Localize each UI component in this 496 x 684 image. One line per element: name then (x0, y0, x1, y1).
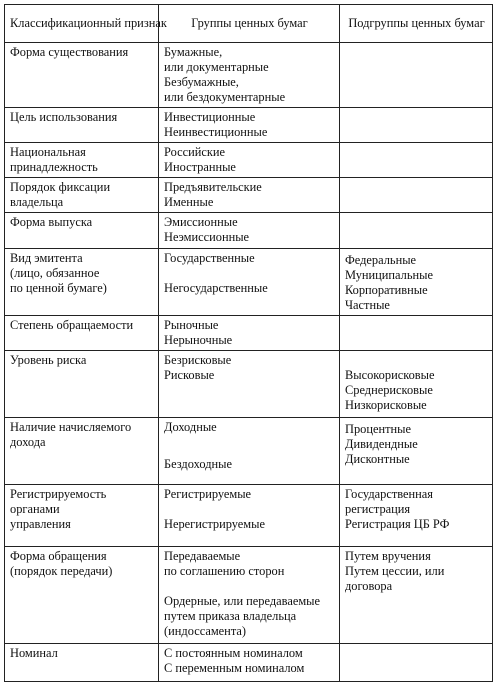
table-row (5, 485, 493, 547)
feature-cell: Национальная принадлежность (5, 143, 159, 178)
header-classification-feature: Классификационный признак (5, 5, 159, 43)
subgroups-cell (340, 213, 493, 249)
groups-cell: Безрисковые Рисковые (159, 351, 340, 418)
header-security-groups: Группы ценных бумаг (159, 5, 340, 43)
feature-cell: Номинал (5, 644, 159, 682)
subgroups-cell (340, 178, 493, 213)
groups-cell: Предъявительские Именные (159, 178, 340, 213)
subgroups-cell: Государственная регистрация Регистрация ЦБ РФ (340, 485, 493, 547)
table-row (5, 213, 493, 249)
groups-cell: Эмиссионные Неэмиссионные (159, 213, 340, 249)
subgroups-cell (340, 43, 493, 108)
groups-cell: Рыночные Нерыночные (159, 316, 340, 351)
groups-cell: С постоянным номиналом С переменным номиналом (159, 644, 340, 682)
feature-cell: Уровень риска (5, 351, 159, 418)
feature-cell: Вид эмитента (лицо, обязанное по ценной бумаге) (5, 249, 159, 316)
subgroups-cell: Высокорисковые Среднерисковые Низкорисковые (340, 351, 493, 418)
groups-cell: Российские Иностранные (159, 143, 340, 178)
subgroups-cell: Процентные Дивидендные Дисконтные (340, 418, 493, 485)
feature-cell: Форма выпуска (5, 213, 159, 249)
groups-cell: Государственные Негосударственные (159, 249, 340, 316)
table-row (5, 644, 493, 682)
feature-cell: Порядок фиксации владельца (5, 178, 159, 213)
subgroups-cell (340, 316, 493, 351)
subgroups-cell (340, 108, 493, 143)
table-row (5, 249, 493, 316)
subgroups-cell (340, 143, 493, 178)
groups-cell: Регистрируемые Нерегистрируемые (159, 485, 340, 547)
table-row (5, 143, 493, 178)
header-security-subgroups: Подгруппы ценных бумаг (340, 5, 493, 43)
feature-cell: Форма обращения (порядок передачи) (5, 547, 159, 644)
table-row (5, 547, 493, 644)
feature-cell: Форма существования (5, 43, 159, 108)
groups-cell: Инвестиционные Неинвестиционные (159, 108, 340, 143)
subgroups-cell: Путем вручения Путем цессии, или договора (340, 547, 493, 644)
table-row (5, 351, 493, 418)
groups-cell: Доходные Бездоходные (159, 418, 340, 485)
groups-cell: Передаваемые по соглашению сторон Ордерные, или передаваемые путем приказа владельца (индоссамента) (159, 547, 340, 644)
securities-classification-table (4, 4, 493, 682)
feature-cell: Цель использования (5, 108, 159, 143)
feature-cell: Наличие начисляемого дохода (5, 418, 159, 485)
table-row (5, 178, 493, 213)
feature-cell: Степень обращаемости (5, 316, 159, 351)
header-row (5, 5, 493, 43)
table-row (5, 418, 493, 485)
subgroups-cell: Федеральные Муниципальные Корпоративные Частные (340, 249, 493, 316)
feature-cell: Регистрируемость органами управления (5, 485, 159, 547)
subgroups-cell (340, 644, 493, 682)
groups-cell: Бумажные, или документарные Безбумажные, или бездокументарные (159, 43, 340, 108)
table-row (5, 316, 493, 351)
table-row (5, 43, 493, 108)
table-row (5, 108, 493, 143)
